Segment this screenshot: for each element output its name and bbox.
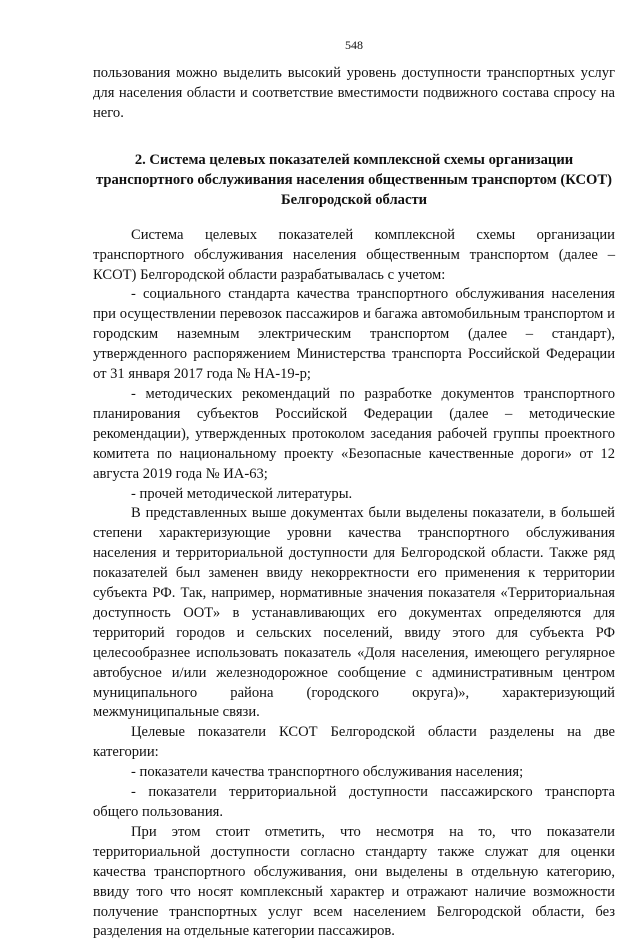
paragraph-note: При этом стоит отметить, что несмотря на то, что показатели территориальной доступности согласно стандарту также служат для оценки качества транспортного обслуживания, они выделены в отдельную категорию, ввиду того что носят комплексный характер и отражают наличие возможности получение транспортных услуг всем населением Белгородской области, без разделения на отдельные категории пассажиров. [93, 823, 615, 940]
list-item-accessibility-indicators: - показатели территориальной доступности пассажирского транспорта общего пользования. [93, 784, 615, 820]
page-number: 548 [345, 38, 363, 52]
list-item-literature: - прочей методической литературы. [131, 485, 353, 502]
section-heading: 2. Система целевых показателей комплексной схемы организации транспортного обслуживания населения общественным транспортом (КСОТ) Белгородской области [96, 151, 612, 208]
list-item-quality-indicators: - показатели качества транспортного обслуживания населения; [131, 764, 524, 781]
paragraph-intro-basis: Система целевых показателей комплексной схемы организации транспортного обслуживания населения общественным транспортом (далее – КСОТ) Белгородской области разрабатывалась с учетом: [93, 226, 615, 283]
paragraph-categories: Целевые показатели КСОТ Белгородской области разделены на две категории: [93, 724, 615, 761]
paragraph-selected-indicators: В представленных выше документах были выделены показатели, в большей степени характеризующие уровни качества транспортного обслуживания населения и территориальной доступности для Белгородской области. Также ряд показателей был заменен ввиду некорректности его применения к территории субъекта РФ. Так, например, нормативные значения показателя «Территориальная доступность ООТ» в устанавливающих его документах определяются для территорий городов и сельских поселений, ввиду этого для субъекта РФ целесообразнее использовать показатель «Доля населения, имеющего регулярное автобусное и/или железнодорожное сообщение с административным центром муниципального района (городского округа)», характеризующий межмуниципальные связи. [93, 505, 615, 721]
list-item-recommendations: - методических рекомендаций по разработке документов транспортного планирования субъектов Российской Федерации (далее – методические рекомендации), утвержденных протоколом заседания рабочей группы проектного комитета по национальному проекту «Безопасные качественные дороги» от 12 августа 2019 года № ИА-63; [93, 385, 615, 482]
document-page [93, 38, 615, 942]
intro-paragraph: пользования можно выделить высокий уровень доступности транспортных услуг для населения области и соответствие вместимости подвижного состава спросу на него. [93, 65, 615, 121]
list-item-standard: - социального стандарта качества транспортного обслуживания населения при осуществлении перевозок пассажиров и багажа автомобильным транспортом и городским наземным электрическим транспортом (далее – стандарт), утвержденного распоряжением Министерства транспорта Российской Федерации от 31 января 2017 года № НА-19-р; [93, 286, 615, 383]
